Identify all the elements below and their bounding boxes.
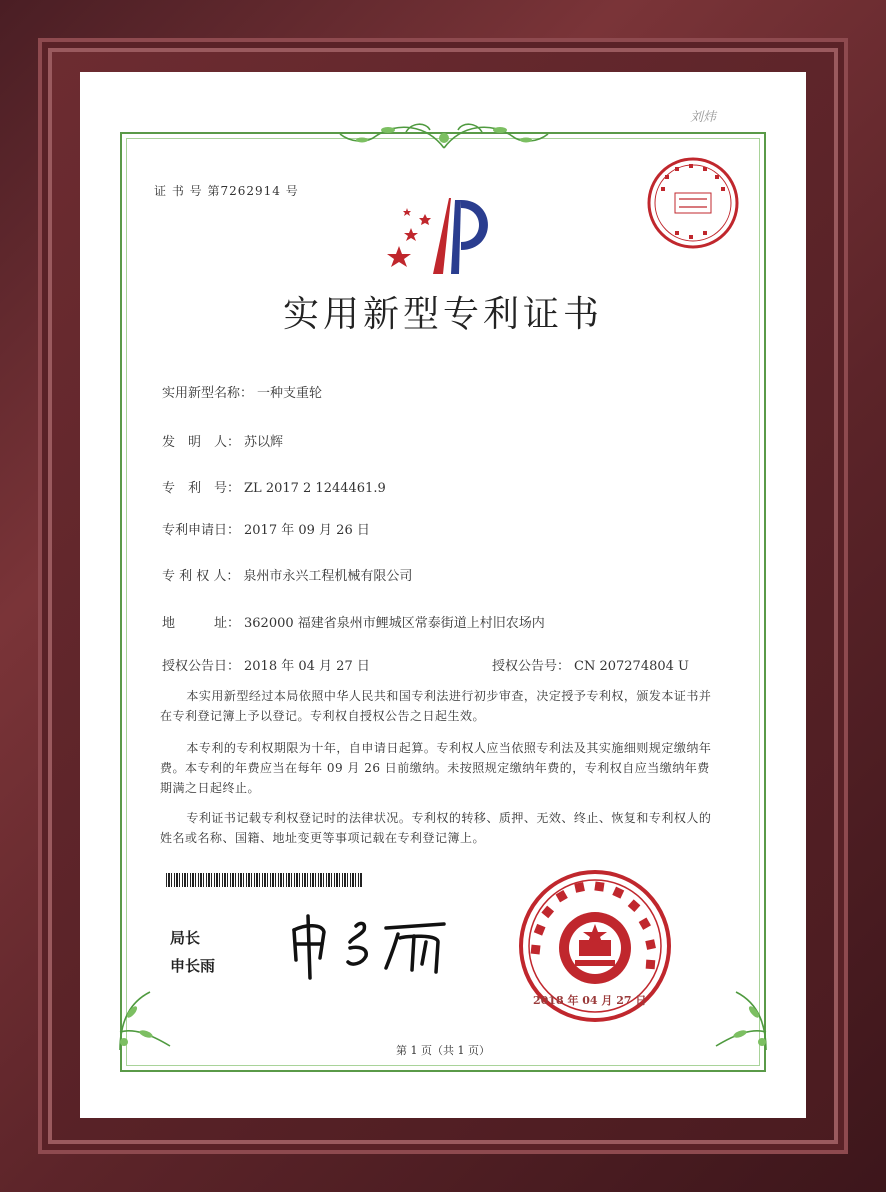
field-label: 发 明 人： xyxy=(162,435,241,450)
handwritten-ink-mark: 刘炜 xyxy=(690,110,717,125)
director-signature xyxy=(286,908,456,982)
certificate-paper xyxy=(80,72,806,1118)
top-seal-stamp xyxy=(645,155,741,251)
field-utility-name xyxy=(162,382,322,401)
field-patent-no xyxy=(162,477,386,496)
barcode xyxy=(166,873,362,887)
field-label: 实用新型名称： xyxy=(162,386,254,401)
field-label: 专 利 号： xyxy=(162,481,241,496)
certificate-title: 实用新型专利证书 xyxy=(282,294,603,335)
field-application-date xyxy=(162,519,370,538)
field-address xyxy=(162,612,545,631)
field-value: 苏以辉 xyxy=(244,435,284,450)
field-label: 授权公告号： xyxy=(492,659,571,674)
field-patentee xyxy=(162,565,412,584)
field-value: 362000 福建省泉州市鲤城区常泰街道上村旧农场内 xyxy=(244,616,545,631)
field-value: 2018 年 04 月 27 日 xyxy=(244,659,370,674)
field-value: 2017 年 09 月 26 日 xyxy=(244,523,370,538)
field-label: 授权公告日： xyxy=(162,659,241,674)
cnipa-logo-icon xyxy=(385,190,505,278)
field-grant-date xyxy=(162,655,370,674)
seal-date: 2018 年 04 月 27 日 xyxy=(533,994,647,1007)
top-ornament-icon xyxy=(336,118,552,152)
field-inventor xyxy=(162,431,283,450)
field-label: 专 利 权 人： xyxy=(162,569,240,584)
director-name: 申长雨 xyxy=(170,957,216,975)
field-value: 泉州市永兴工程机械有限公司 xyxy=(243,569,413,584)
paragraph-record: 专利证书记载专利权登记时的法律状况。专利权的转移、质押、无效、终止、恢复和专利权人的姓名或名称、国籍、地址变更等事项记载在专利登记簿上。 xyxy=(160,811,712,845)
field-value: 一种支重轮 xyxy=(257,386,323,401)
field-value: ZL 2017 2 1244461.9 xyxy=(244,481,386,496)
field-label: 专利申请日： xyxy=(162,523,241,538)
paragraph-term: 本专利的专利权期限为十年，自申请日起算。专利权人应当依照专利法及其实施细则规定缴纳年费。本专利的年费应当在每年 09 月 26 日前缴纳。未按照规定缴纳年费的，专利权自应当缴纳年费期满之日起终止。 xyxy=(160,741,712,795)
field-label: 地 址： xyxy=(162,616,241,631)
certificate-number: 证 书 号 第7262914 号 xyxy=(154,184,299,198)
page-number: 第 1 页（共 1 页） xyxy=(396,1044,490,1057)
field-value: CN 207274804 U xyxy=(574,659,689,674)
director-title: 局长 xyxy=(170,929,201,947)
field-grant-no xyxy=(492,655,689,674)
corner-ornament-left-icon xyxy=(110,972,180,1052)
paragraph-grant: 本实用新型经过本局依照中华人民共和国专利法进行初步审查，决定授予专利权，颁发本证书并在专利登记簿上予以登记。专利权自授权公告之日起生效。 xyxy=(160,689,712,723)
corner-ornament-right-icon xyxy=(706,972,776,1052)
